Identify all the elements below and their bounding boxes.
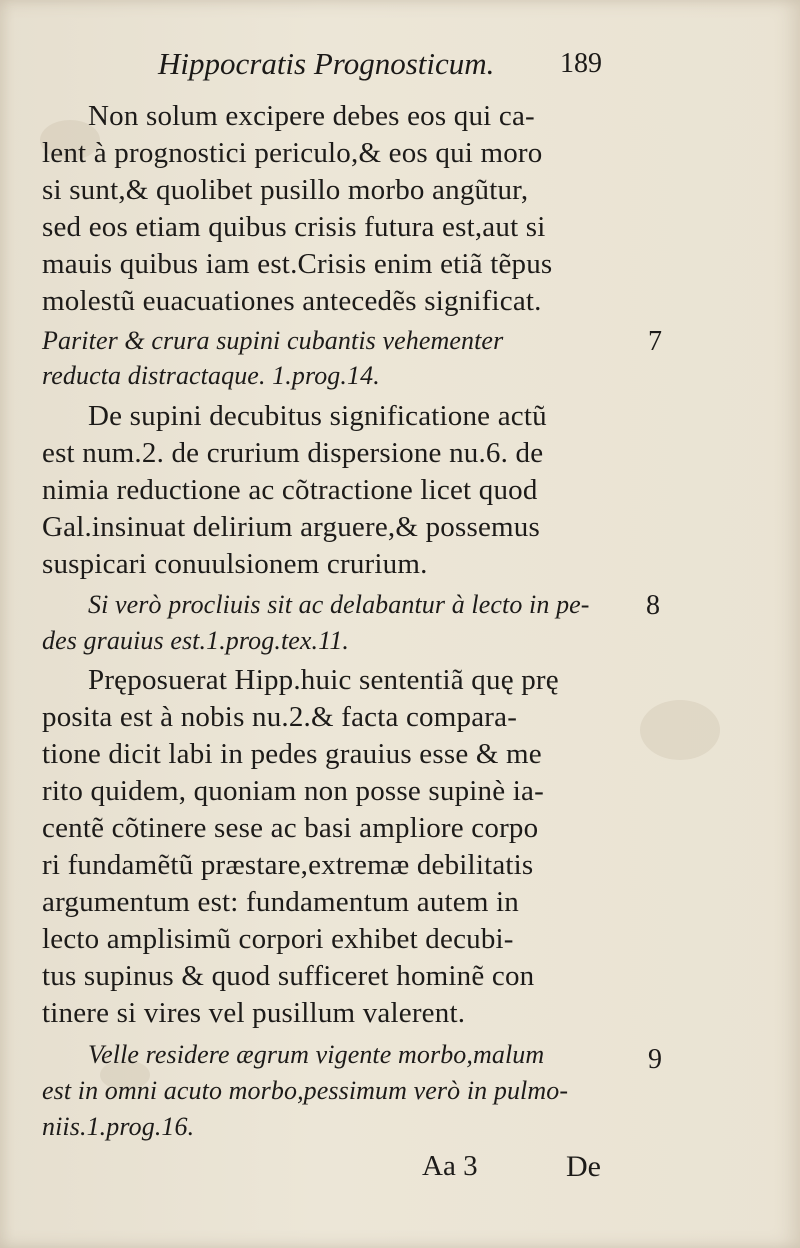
text-line: De supini decubitus significatione actũ — [88, 400, 547, 432]
catchword: De — [566, 1150, 601, 1183]
margin-number: 9 — [648, 1044, 662, 1075]
text-line: nimia reductione ac cõtractione licet quod — [42, 474, 538, 506]
text-line: des grauius est.1.prog.tex.11. — [42, 626, 350, 655]
text-line: lecto amplisimũ corpori exhibet decubi- — [42, 923, 514, 955]
text-line: sed eos etiam quibus crisis futura est,aut si — [42, 211, 546, 243]
text-line: tinere si vires vel pusillum valerent. — [42, 997, 466, 1029]
page-header — [0, 40, 800, 90]
paper-stain — [640, 700, 720, 760]
text-line: Velle residere ægrum vigente morbo,malum — [88, 1040, 545, 1069]
margin-number: 8 — [646, 590, 660, 621]
text-line: Non solum excipere debes eos qui ca- — [88, 100, 535, 132]
text-line: Pariter & crura supini cubantis vehementer — [42, 326, 504, 355]
text-line: argumentum est: fundamentum autem in — [42, 886, 520, 918]
text-line: Gal.insinuat delirium arguere,& possemus — [42, 511, 540, 543]
text-line: Pręposuerat Hipp.huic sententiã quę prę — [88, 664, 559, 696]
text-line: si sunt,& quolibet pusillo morbo angũtur, — [42, 174, 529, 206]
text-line: ri fundamẽtũ præstare,extremæ debilitatis — [42, 849, 534, 881]
text-line: mauis quibus iam est.Crisis enim etiã tẽpus — [42, 248, 553, 280]
text-line: rito quidem, quoniam non posse supinè ia- — [42, 775, 544, 807]
text-line: tione dicit labi in pedes grauius esse & me — [42, 738, 542, 770]
text-line: Si verò procliuis sit ac delabantur à lecto in pe- — [88, 590, 590, 619]
text-line: posita est à nobis nu.2.& facta compara- — [42, 701, 518, 733]
text-line: molestũ euacuationes antecedẽs significat. — [42, 285, 542, 317]
text-line: tus supinus & quod sufficeret hominẽ con — [42, 960, 535, 992]
text-line: suspicari conuulsionem crurium. — [42, 548, 428, 580]
text-line: lent à prognostici periculo,& eos qui moro — [42, 137, 543, 169]
margin-number: 7 — [648, 326, 662, 357]
text-line: reducta distractaque. 1.prog.14. — [42, 361, 380, 390]
folio-number: 189 — [560, 48, 602, 79]
running-title: Hippocratis Prognosticum. — [158, 46, 495, 81]
text-line: niis.1.prog.16. — [42, 1112, 195, 1141]
signature-mark: Aa 3 — [422, 1150, 478, 1182]
text-line: est num.2. de crurium dispersione nu.6. de — [42, 437, 544, 469]
text-line: centẽ cõtinere sese ac basi ampliore corpo — [42, 812, 539, 844]
text-line: est in omni acuto morbo,pessimum verò in pulmo- — [42, 1076, 569, 1105]
